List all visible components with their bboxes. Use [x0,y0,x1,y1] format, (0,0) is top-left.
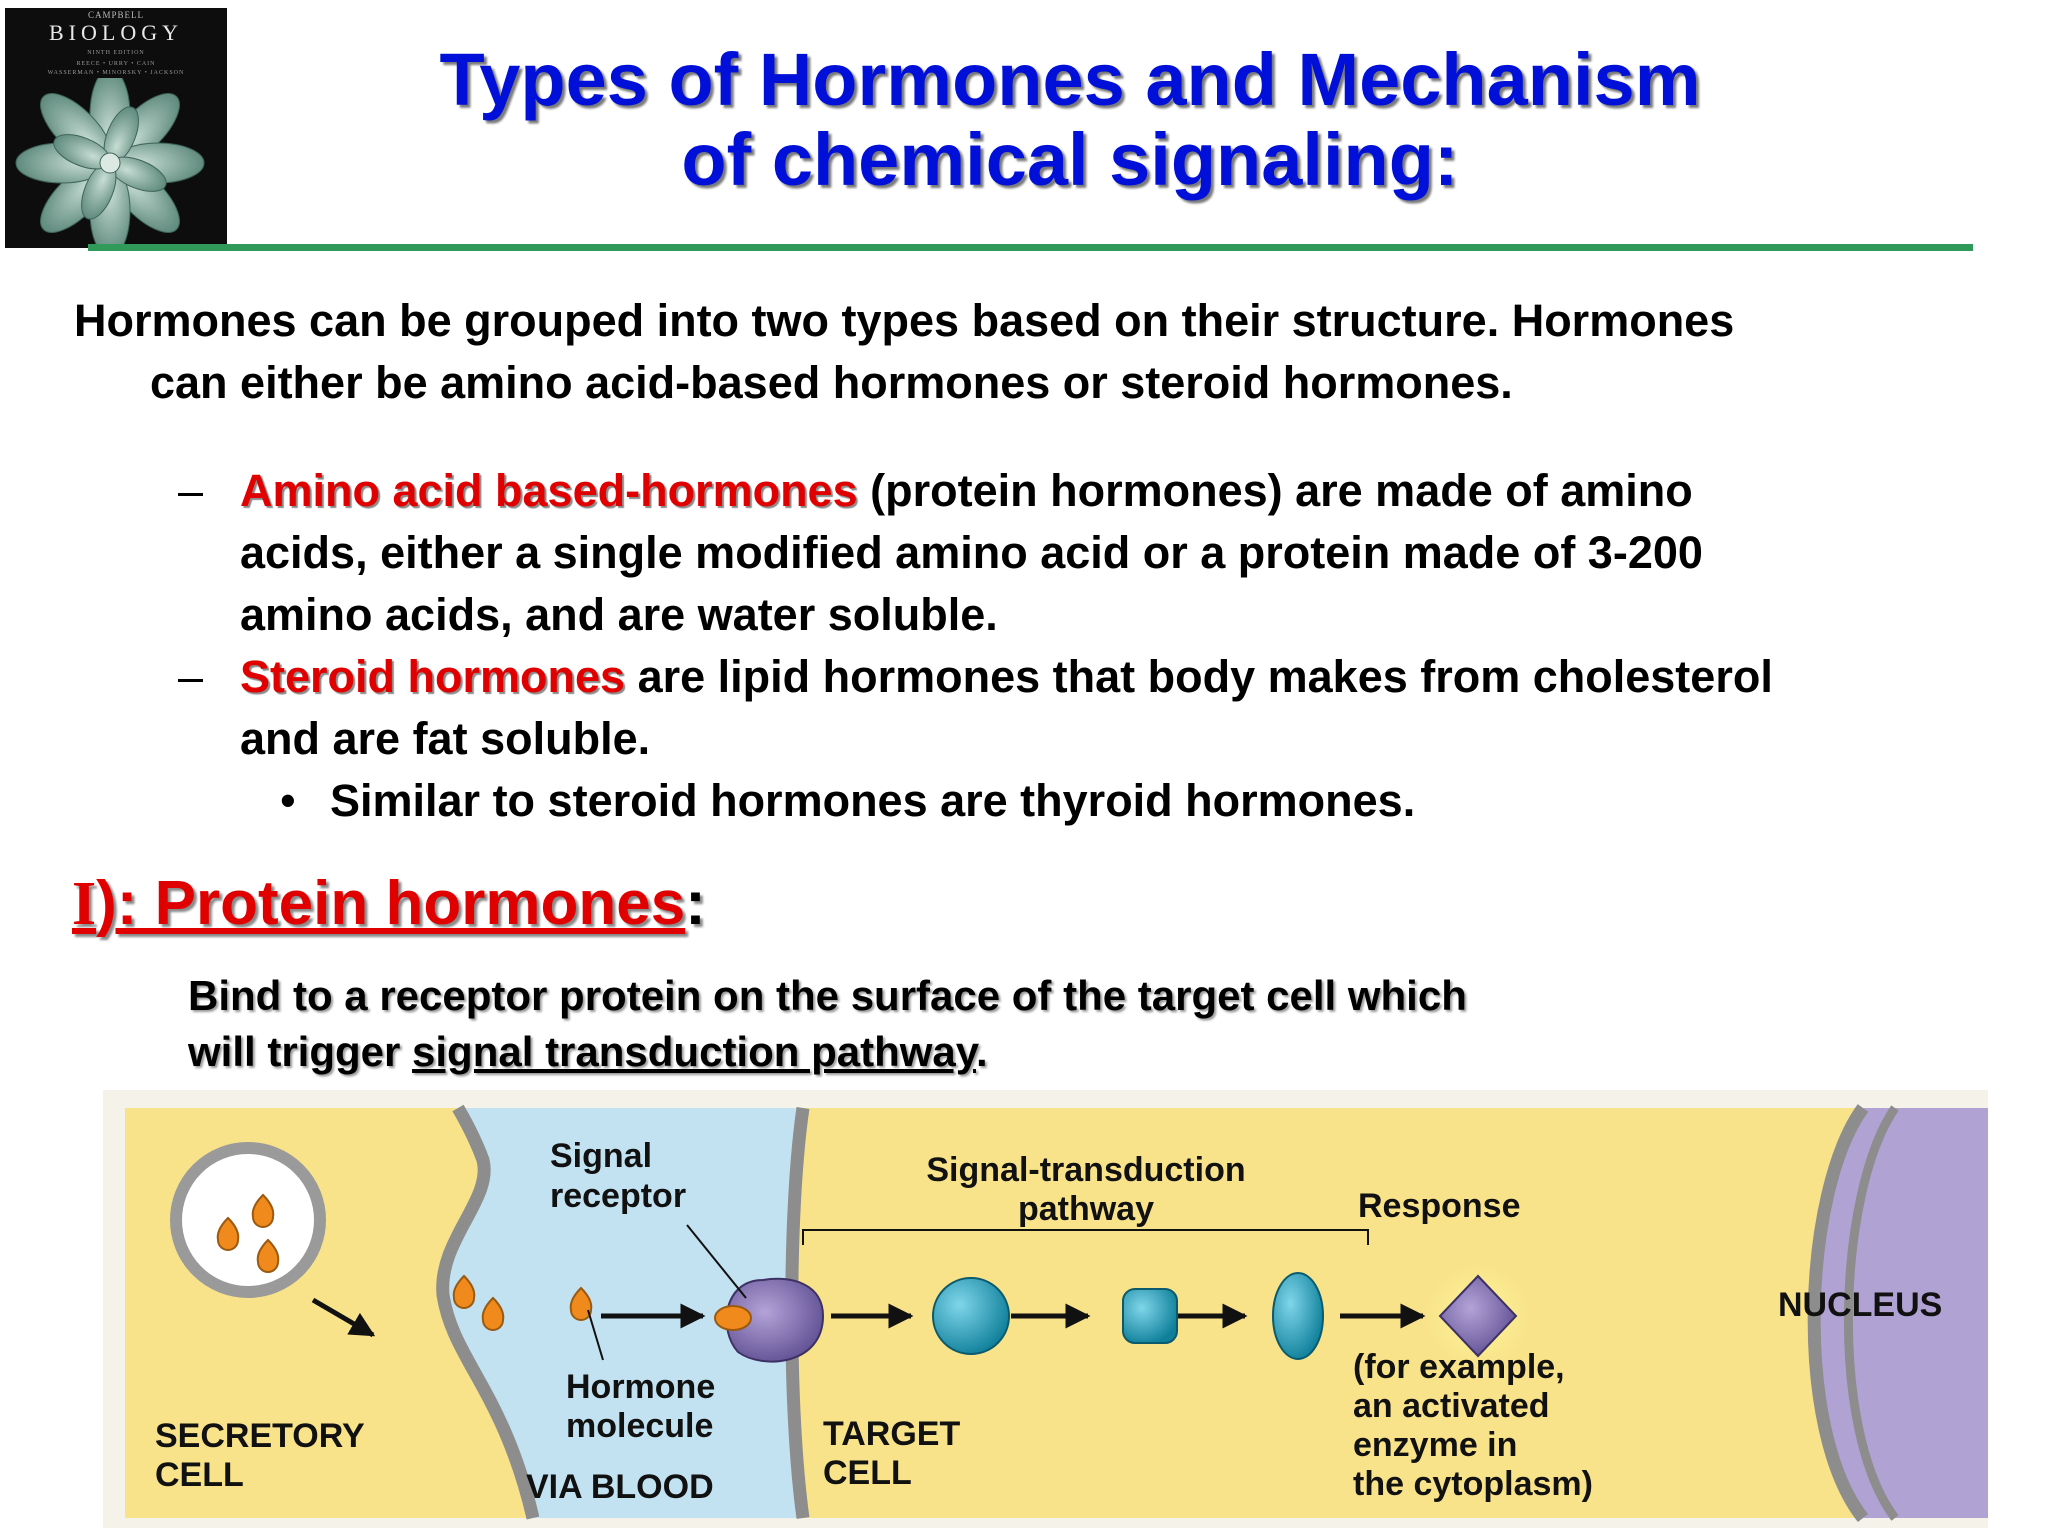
bind-line1: Bind to a receptor protein on the surface of the target cell which [188,972,1467,1019]
cover-authors-line2: WASSERMAN • MINORSKY • JACKSON [47,70,185,76]
secretory-vesicle [176,1148,320,1292]
label-secretory: SECRETORY [155,1417,365,1455]
bullet1-line3: amino acids, and are water soluble. [240,589,998,640]
label-example-4: the cytoplasm) [1353,1465,1593,1503]
relay-molecule-oval [1273,1273,1323,1359]
signaling-diagram [103,1090,1988,1528]
section-heading [72,866,706,942]
relay-molecule-sphere [933,1278,1009,1354]
cover-authors [5,60,227,78]
label-target: TARGET [823,1415,961,1453]
label-example-1: (for example, [1353,1348,1565,1386]
bullet2-line2: and are fat soluble. [240,713,651,764]
label-molecule: molecule [566,1407,714,1445]
section-name: ): Protein hormones [96,869,686,938]
label-signal: Signal [550,1137,653,1175]
label-nucleus: NUCLEUS [1778,1286,1943,1324]
section-roman-numeral: I [72,870,97,938]
intro-line2: can either be amino acid-based hormones or steroid hormones. [150,357,1513,408]
signaling-diagram-svg [103,1090,1988,1528]
relay-molecule-square [1123,1289,1177,1343]
term-amino-acid-hormones: Amino acid based-hormones [240,465,858,516]
label-secretory-cell: CELL [155,1456,244,1494]
intro-line1: Hormones can be grouped into two types based on their structure. Hormones [74,295,1735,346]
bullet1-line2: acids, either a single modified amino acid or a protein made of 3-200 [240,527,1703,578]
label-response: Response [1358,1187,1521,1225]
term-steroid-hormones: Steroid hormones [240,651,626,702]
bullet-dash-2: – [178,651,204,702]
bullet-dash-1: – [178,465,204,516]
label-signal-transduction: Signal-transduction [926,1151,1246,1189]
sub-bullet-dot: • [280,775,296,826]
succulent-plant-illustration [5,78,227,248]
label-hormone: Hormone [566,1368,716,1406]
bullet1-line1: (protein hormones) are made of amino [857,465,1693,516]
cover-authors-line1: REECE • URRY • CAIN [76,61,156,67]
slide-title-line1: Types of Hormones and Mechanism [439,38,1701,121]
label-receptor: receptor [550,1177,687,1215]
label-pathway: pathway [1017,1190,1155,1228]
label-example-2: an activated [1353,1387,1550,1425]
bind-line2-end: . [976,1028,988,1075]
label-target-cell: CELL [823,1454,912,1492]
intro-paragraph [74,290,1974,414]
bind-line2-start: will trigger [188,1028,413,1075]
bullet-amino-acid-hormones [240,460,2020,646]
sub-bullet-thyroid: Similar to steroid hormones are thyroid hormones. [330,775,1416,826]
bound-hormone [715,1306,751,1330]
cover-edition: NINTH EDITION [87,50,145,56]
label-via-blood: VIA BLOOD [526,1468,714,1506]
protein-hormone-description [188,968,1888,1080]
cover-title: BIOLOGY [49,20,183,45]
book-cover [5,8,227,248]
bullet2-line1: are lipid hormones that body makes from cholesterol [625,651,1773,702]
label-example-3: enzyme in [1353,1426,1518,1464]
bullet-steroid-hormones [240,646,2030,770]
slide-title-line2: of chemical signaling: [681,118,1459,201]
section-colon: : [685,869,706,938]
title-divider [88,244,1973,251]
signal-transduction-link-text: signal transduction pathway [412,1028,976,1075]
slide-title [300,40,1840,200]
cover-publisher: CAMPBELL [87,10,144,20]
